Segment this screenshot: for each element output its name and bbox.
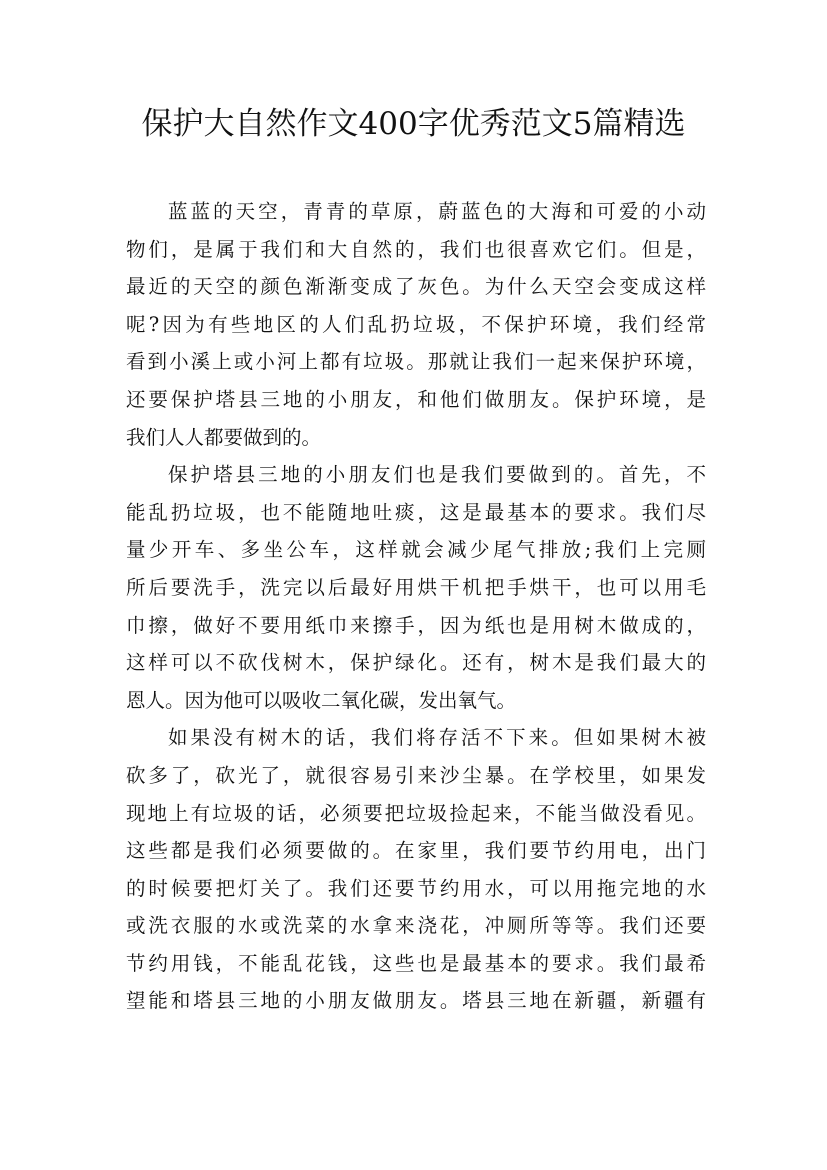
paragraph-line: 望能和塔县三地的小朋友做朋友。塔县三地在新疆，新疆有: [126, 989, 706, 1013]
paragraph-line: 保护塔县三地的小朋友们也是我们要做到的。首先，不: [168, 463, 706, 487]
paragraph-line: 如果没有树木的话，我们将存活不下来。但如果树木被: [168, 726, 706, 750]
paragraph-line: 物们，是属于我们和大自然的，我们也很喜欢它们。但是，: [126, 237, 706, 261]
paragraph-line: 我们人人都要做到的。: [126, 425, 322, 449]
paragraph-line: 量少开车、多坐公车，这样就会减少尾气排放;我们上完厕: [126, 538, 706, 562]
paragraph-line: 能乱扔垃圾，也不能随地吐痰，这是最基本的要求。我们尽: [126, 500, 706, 524]
paragraph-line: 节约用钱，不能乱花钱，这些也是最基本的要求。我们最希: [126, 951, 706, 975]
paragraph-line: 蓝蓝的天空，青青的草原，蔚蓝色的大海和可爱的小动: [168, 200, 706, 223]
document-title: 保护大自然作文400字优秀范文5篇精选: [141, 106, 686, 142]
paragraph-2: [126, 456, 706, 719]
paragraph-line: 现地上有垃圾的话，必须要把垃圾捡起来，不能当做没看见。: [126, 801, 706, 825]
paragraph-line: 砍多了，砍光了，就很容易引来沙尘暴。在学校里，如果发: [126, 763, 706, 787]
paragraph-1: [126, 193, 706, 456]
paragraph-line: 恩人。因为他可以吸收二氧化碳，发出氧气。: [126, 688, 517, 712]
paragraph-line: 呢?因为有些地区的人们乱扔垃圾，不保护环境，我们经常: [126, 312, 706, 336]
paragraph-line: 所后要洗手，洗完以后最好用烘干机把手烘干，也可以用毛: [126, 575, 706, 599]
paragraph-line: 这些都是我们必须要做的。在家里，我们要节约用电，出门: [126, 839, 706, 863]
paragraph-line: 还要保护塔县三地的小朋友，和他们做朋友。保护环境，是: [126, 387, 706, 411]
paragraph-line: 看到小溪上或小河上都有垃圾。那就让我们一起来保护环境，: [126, 350, 706, 374]
paragraph-line: 或洗衣服的水或洗菜的水拿来浇花，冲厕所等等。我们还要: [126, 914, 706, 938]
paragraph-line: 的时候要把灯关了。我们还要节约用水，可以用拖完地的水: [126, 876, 706, 900]
document-body: [126, 193, 706, 1020]
paragraph-line: 巾擦，做好不要用纸巾来擦手，因为纸也是用树木做成的，: [126, 613, 706, 637]
paragraph-line: 最近的天空的颜色渐渐变成了灰色。为什么天空会变成这样: [126, 275, 706, 299]
paragraph-3: [126, 719, 706, 1020]
paragraph-line: 这样可以不砍伐树木，保护绿化。还有，树木是我们最大的: [126, 651, 706, 675]
